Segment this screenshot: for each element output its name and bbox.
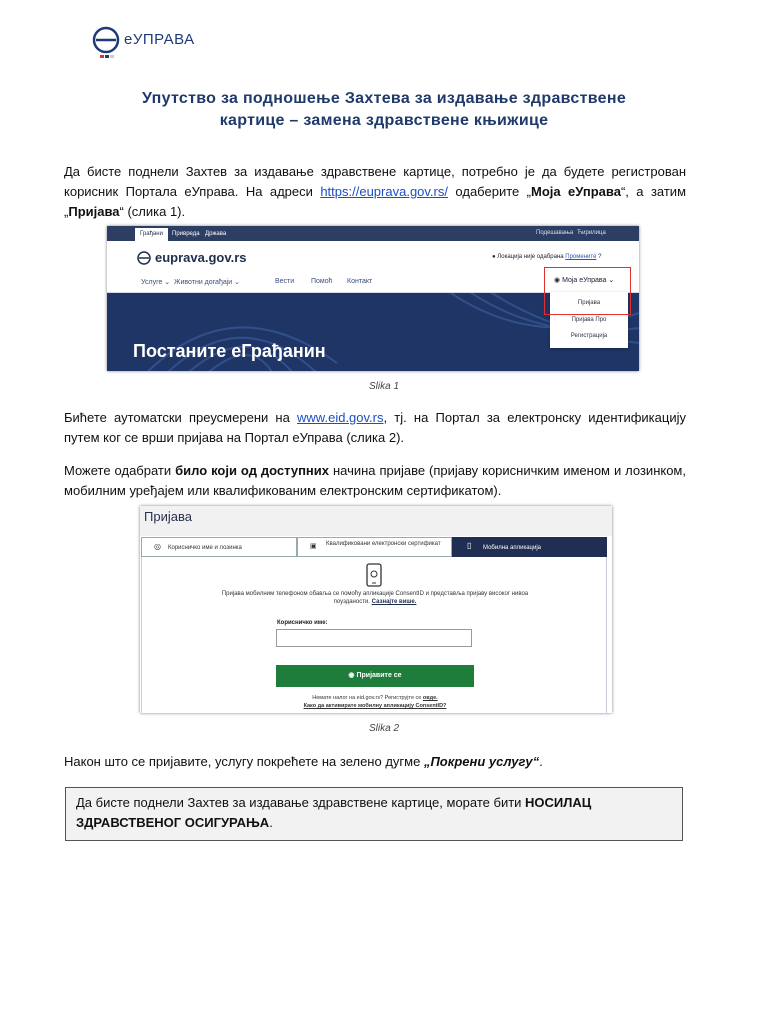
- certificate-icon: ▣: [310, 543, 317, 550]
- text: .: [539, 754, 543, 769]
- help-icon[interactable]: ?: [598, 254, 602, 260]
- text: .: [269, 815, 273, 830]
- caption-2: Slika 2: [368, 723, 399, 734]
- tab-label: Корисничко име и лозинка: [168, 545, 242, 551]
- user-icon: ◎: [154, 542, 161, 551]
- tab-certificate[interactable]: [297, 537, 452, 557]
- tab-username-password[interactable]: [141, 537, 297, 557]
- location-text: Локација није одабрана: [497, 254, 564, 260]
- tab-mobile-app[interactable]: [452, 537, 607, 557]
- caption-1: Slika 1: [368, 381, 399, 392]
- logo-text: еУПРАВА: [124, 31, 195, 48]
- site-name: euprava.gov.rs: [155, 250, 247, 265]
- moja-label: Моја еУправа: [562, 277, 607, 284]
- register-link[interactable]: овде.: [422, 695, 438, 701]
- tab-label: Квалификовани електронски сертификат: [326, 541, 441, 547]
- insurance-note-box: [65, 787, 683, 841]
- tab-privreda[interactable]: Привреда: [172, 231, 200, 237]
- text: “, а затим „: [64, 184, 687, 219]
- paragraph-3: [64, 461, 686, 501]
- learn-more-link[interactable]: Сазнајте више.: [371, 599, 417, 605]
- change-location-link[interactable]: Промените: [565, 254, 597, 260]
- text: одаберите „: [448, 184, 531, 199]
- location-info: [492, 254, 601, 260]
- text: , тј. на Портал за електронску идентификацију путем ког се врши пријава на Портал еУправа (слика 2).: [64, 410, 686, 445]
- eid-link[interactable]: www.eid.gov.rs: [297, 410, 384, 425]
- figure-2-screenshot: [140, 506, 612, 713]
- text: Након што се пријавите, услугу покрећете на зелено дугме: [64, 754, 424, 769]
- settings-link[interactable]: Подешавања: [536, 230, 574, 236]
- title-line-2: картице – замена здравствене књижице: [219, 112, 549, 129]
- paragraph-4: [64, 752, 686, 772]
- highlight-box: [544, 267, 631, 315]
- nav-pomoc[interactable]: Помоћ: [311, 278, 333, 285]
- text: “ (слика 1).: [119, 204, 186, 219]
- nav-label: Услуге: [141, 279, 163, 286]
- location-pin-icon: ●: [492, 254, 496, 260]
- banner-heading: Постаните еГрађанин: [133, 341, 326, 361]
- text: Немате налог на eid.gov.rs? Региструјте се: [312, 695, 423, 701]
- bold-text: Моја еУправа: [531, 184, 621, 199]
- mobile-phone-icon: [366, 563, 382, 587]
- login-button[interactable]: [276, 665, 474, 687]
- text: Можете одабрати: [64, 463, 176, 478]
- username-input[interactable]: [276, 629, 472, 647]
- figure-1-screenshot: [107, 226, 639, 371]
- paragraph-1: [64, 162, 686, 222]
- language-link[interactable]: Ћирилица: [577, 230, 606, 236]
- text: Да бисте поднели Захтев за издавање здравствене картице, потребно је да будете регистрован корисник Портала еУправа. На адреси: [64, 164, 686, 199]
- euprava-link[interactable]: https://euprava.gov.rs/: [320, 184, 448, 199]
- avatar-icon: ◉: [554, 277, 561, 284]
- phone-icon: ▯: [467, 541, 472, 550]
- nav-vesti[interactable]: Вести: [275, 278, 295, 285]
- mobile-login-description: [220, 590, 530, 606]
- tab-drzava[interactable]: Држава: [205, 231, 227, 237]
- site-logo-icon: [135, 250, 153, 268]
- dropdown-prijava-pro[interactable]: Пријава Про: [571, 317, 607, 323]
- text: начина пријаве (пријаву корисничким именом и лозинком, мобилним уређајем или квалификованим електронским сертификатом).: [64, 463, 686, 498]
- bold-text: НОСИЛАЦ ЗДРАВСТВЕНОГ ОСИГУРАЊА: [76, 795, 592, 830]
- dropdown-registracija[interactable]: Регистрација: [570, 333, 608, 339]
- desc-text: Пријава мобилним телефоном обавља се помоћу апликације ConsentID и представља пријаву високог нивоа поузданости.: [221, 591, 529, 605]
- nav-usluge[interactable]: Услуге ⌄: [141, 279, 171, 286]
- login-header: [140, 506, 612, 536]
- dropdown-prijava[interactable]: Пријава: [577, 300, 601, 306]
- register-text: [230, 695, 520, 701]
- title-line-1: Упутство за подношење Захтева за издавање здравствене: [141, 90, 627, 107]
- login-method-tabs: [141, 537, 607, 557]
- activate-app-link[interactable]: Како да активирате мобилну апликацију ConsentID?: [303, 703, 447, 709]
- nav-label: Животни догађаји: [174, 279, 233, 286]
- login-title: Пријава: [144, 509, 192, 524]
- username-label: Корисничко име:: [277, 620, 328, 626]
- login-button-label: Пријавите се: [356, 672, 402, 679]
- nav-zivotni-dogadjaji[interactable]: Животни догађаји ⌄: [174, 279, 241, 286]
- paragraph-2: [64, 408, 686, 448]
- document-title: [60, 88, 708, 132]
- bold-italic-text: „Покрени услугу“: [423, 754, 540, 769]
- bold-text: Пријава: [68, 204, 120, 219]
- text: Да бисте поднели Захтев за издавање здравствене картице, морате бити: [76, 795, 526, 810]
- nav-kontakt[interactable]: Контакт: [347, 278, 373, 285]
- tab-gradjani[interactable]: Грађани: [135, 228, 168, 241]
- bold-text: било који од доступних: [175, 463, 329, 478]
- tab-label: Мобилна апликација: [483, 545, 541, 551]
- moja-euprava-button[interactable]: ◉ Моја еУправа ⌄: [554, 277, 615, 284]
- text: Бићете аутоматски преусмерени на: [64, 410, 298, 425]
- login-icon: ◉: [348, 672, 355, 679]
